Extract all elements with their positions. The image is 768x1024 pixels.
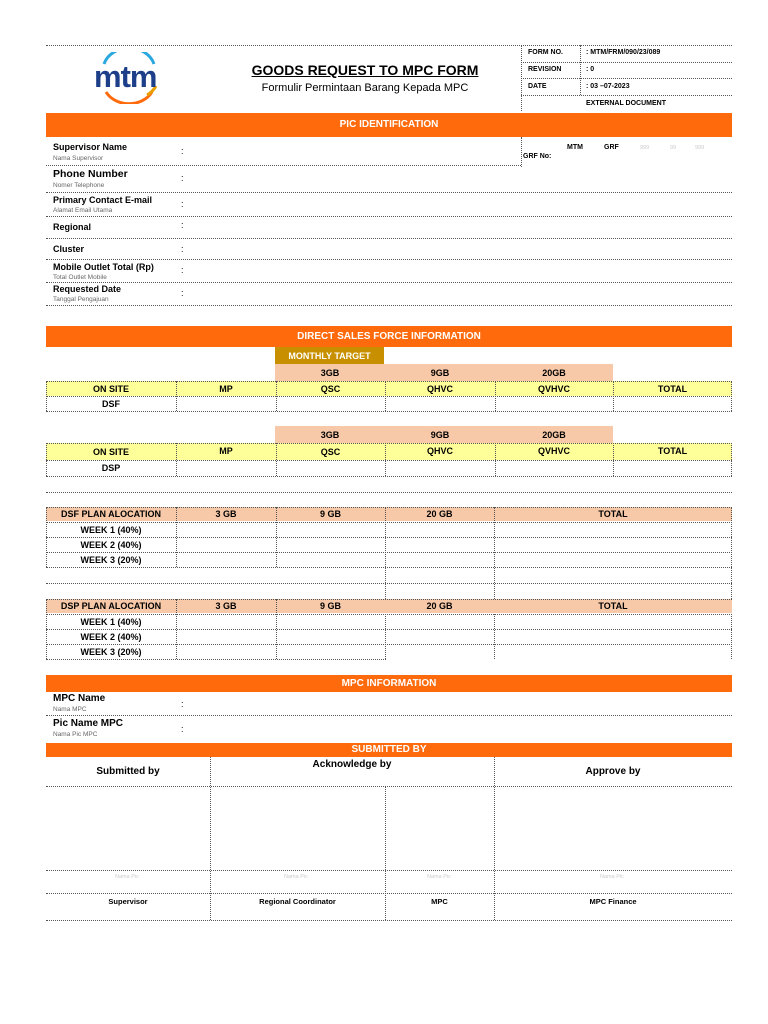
col-total-1: TOTAL [657,383,688,394]
sig-name-2: Nama Pic [284,874,308,880]
role-mpc-finance: MPC Finance [589,896,637,906]
meta-form-no-value: : MTM/FRM/090/23/089 [586,49,661,56]
email-sub: Alamat Email Utama [53,207,113,214]
col-qvhvc-2: QVHVC [537,445,570,456]
col-qhvc-1: QHVC [426,383,453,394]
col-qvhvc-1: QVHVC [537,383,570,394]
row-dsf: DSF [102,398,120,409]
role-supervisor: Supervisor [108,896,148,906]
grf-ph3: 999 [695,145,705,151]
col-on-site-1: ON SITE [92,383,129,394]
col-on-site-2: ON SITE [92,446,129,457]
submitted-by-header: Submitted by [96,766,160,777]
meta-revision-value: : 0 [586,66,595,73]
phone-number-sub: Nomer Telephone [53,182,105,189]
supervisor-name-colon: : [181,146,184,156]
dsp-plan-col-3gb: 3 GB [215,601,237,611]
dsp-plan-col-total: TOTAL [598,601,628,611]
pic-name-mpc-sub: Nama Pic MPC [53,731,98,738]
dsp-plan-col-9gb: 9 GB [319,601,341,611]
pic-identification-bar: PIC IDENTIFICATION [46,113,732,137]
mpc-name-label: MPC Name [53,693,106,704]
size-3gb-2: 3GB [275,426,385,443]
form-title: GOODS REQUEST TO MPC FORM [251,62,479,78]
requested-date-label: Requested Date [53,284,122,294]
meta-form-no-label: FORM NO. [528,49,563,56]
doc-type: EXTERNAL DOCUMENT [586,100,666,107]
sig-name-1: Nama Pic [115,874,139,880]
pic-name-mpc-colon: : [181,724,184,734]
phone-number-colon: : [181,173,184,183]
monthly-target-label: MONTHLY TARGET [275,347,384,364]
regional-label: Regional [53,222,92,232]
dsf-information-bar: DIRECT SALES FORCE INFORMATION [46,326,732,347]
supervisor-name-sub: Nama Supervisor [53,155,104,162]
dsf-plan-col-total: TOTAL [598,509,628,519]
mpc-name-sub: Nama MPC [53,706,87,713]
grf-ph2: 99 [670,145,677,151]
grf-ph1: 999 [640,145,650,151]
email-colon: : [181,199,184,209]
role-regional-coordinator: Regional Coordinator [259,896,336,906]
col-mp-1: MP [219,383,233,394]
col-qsc-2: QSC [320,446,341,457]
approve-by-header: Approve by [585,766,641,777]
meta-date-label: DATE [528,83,547,90]
dsf-week-3: WEEK 3 (20%) [80,554,142,565]
cluster-colon: : [181,244,184,254]
dsp-plan-title: DSP PLAN ALOCATION [60,601,162,611]
mobile-outlet-colon: : [181,265,184,275]
grf-label-code: GRF [604,144,619,151]
form-subtitle: Formulir Permintaan Barang Kepada MPC [261,82,469,94]
requested-date-colon: : [181,288,184,298]
dsf-plan-col-20gb: 20 GB [426,509,453,519]
grf-no-label: GRF No: [523,153,552,160]
size-3gb-1: 3GB [275,364,385,381]
requested-date-sub: Tanggal Pengajuan [53,296,109,303]
pic-name-mpc-label: Pic Name MPC [53,718,124,729]
col-mp-2: MP [219,445,233,456]
role-mpc: MPC [431,896,448,906]
mobile-outlet-label: Mobile Outlet Total (Rp) [53,262,154,272]
dsf-week-1: WEEK 1 (40%) [80,524,142,535]
mobile-outlet-sub: Total Outlet Mobile [53,274,107,281]
email-label: Primary Contact E-mail [53,195,153,205]
size-20gb-2: 20GB [495,426,613,443]
meta-revision-label: REVISION [528,66,562,73]
dsf-plan-col-9gb: 9 GB [319,509,341,519]
size-9gb-2: 9GB [385,426,495,443]
regional-colon: : [181,220,184,230]
sig-name-4: Nama Pic [600,874,624,880]
submitted-by-bar: SUBMITTED BY [46,743,732,757]
company-logo [92,52,172,104]
row-dsp: DSP [101,462,121,473]
dsf-plan-col-3gb: 3 GB [215,509,237,519]
dsp-week-1: WEEK 1 (40%) [80,616,142,627]
grf-mtm: MTM [567,144,583,151]
size-9gb-1: 9GB [385,364,495,381]
size-20gb-1: 20GB [495,364,613,381]
cluster-label: Cluster [53,244,85,254]
dsf-plan-title: DSF PLAN ALOCATION [61,509,161,519]
supervisor-name-label: Supervisor Name [53,142,128,152]
col-total-2: TOTAL [657,445,688,456]
sig-name-3: Nama Pic [427,874,451,880]
col-qhvc-2: QHVC [426,445,453,456]
mpc-information-bar: MPC INFORMATION [46,675,732,692]
dsp-week-2: WEEK 2 (40%) [80,631,142,642]
dsp-week-3: WEEK 3 (20%) [80,646,142,657]
phone-number-label: Phone Number [53,168,128,180]
acknowledge-by-header: Acknowledge by [312,759,392,770]
mpc-name-colon: : [181,699,184,709]
dsf-week-2: WEEK 2 (40%) [80,539,142,550]
logo-text: mtm [94,59,157,94]
col-qsc-1: QSC [320,383,341,394]
meta-date-value: : 03 –07-2023 [586,83,630,90]
dsp-plan-col-20gb: 20 GB [426,601,453,611]
